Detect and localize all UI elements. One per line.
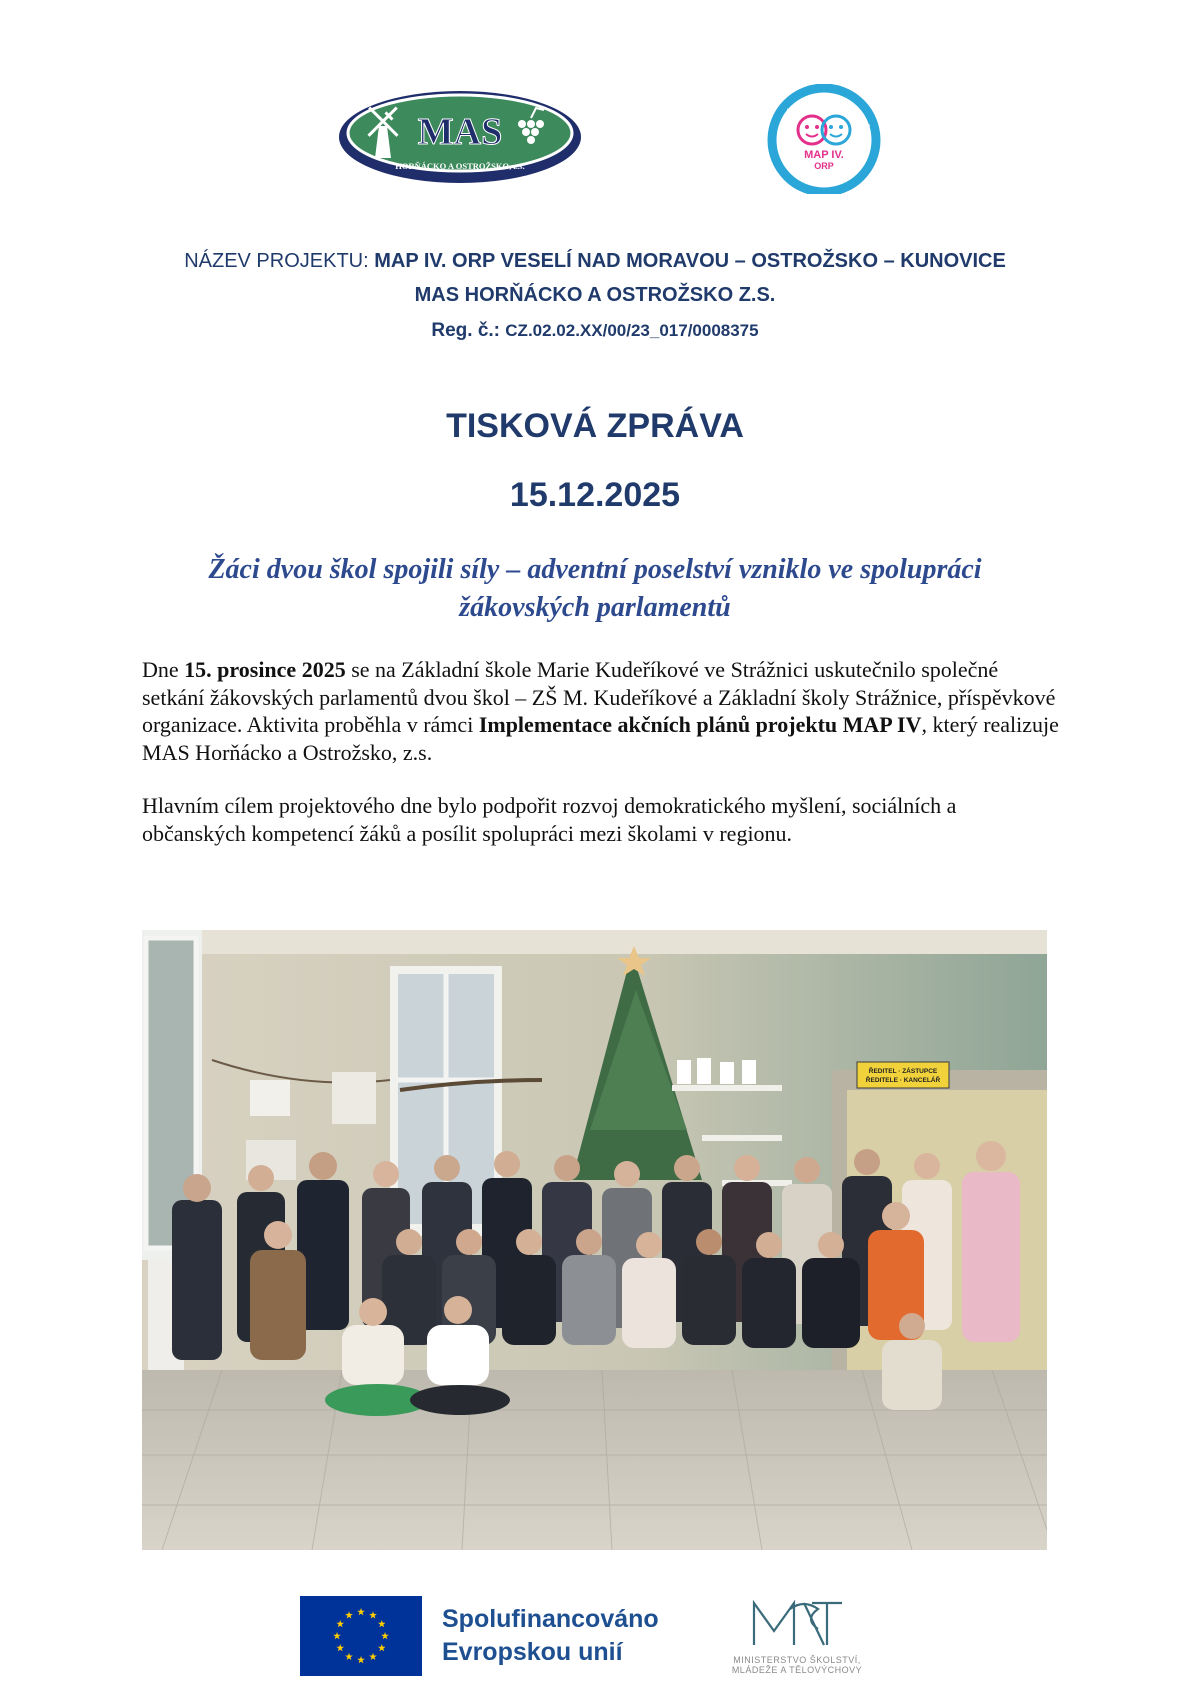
map-logo-line1: MAP IV. xyxy=(804,149,844,161)
headline-line1: Žáci dvou škol spojili síly – adventní poselství vzniklo ve spolupráci xyxy=(208,554,982,585)
map-ring-text: VESELÍ NAD MORAVOU · OSTROŽSKO · KUNOVICE xyxy=(777,92,872,183)
project-label: NÁZEV PROJEKTU: xyxy=(184,250,375,272)
office-sign xyxy=(857,1062,949,1088)
msmt-monogram-icon xyxy=(754,1603,842,1645)
map-logo-line2: ORP xyxy=(814,161,834,171)
headline xyxy=(150,551,1040,627)
eu-text-line2: Evropskou unií xyxy=(442,1638,623,1666)
map-logo xyxy=(760,84,888,194)
office-sign-line2: ŘEDITELE · KANCELÁŘ xyxy=(865,1077,941,1084)
project-organization: MAS HORŇÁCKO A OSTROŽSKO Z.S. xyxy=(414,284,776,306)
mas-logo-subtext: HORŇÁCKO A OSTROŽSKO, z.s. xyxy=(395,161,525,171)
p1-bold-project: Implementace akčních plánů projektu MAP IV xyxy=(478,712,922,737)
p1-text-3: , který realizuje MAS Horňácko a Ostrožsko, z.s. xyxy=(142,712,1059,765)
eu-text-line1: Spolufinancováno xyxy=(442,1605,659,1633)
office-sign-line1: ŘEDITEL · ZÁSTUPCE xyxy=(868,1068,938,1075)
eu-flag-icon xyxy=(300,1596,422,1676)
group-photo-illustration xyxy=(142,930,1047,1550)
group-photo xyxy=(142,930,1047,1550)
reg-label: Reg. č.: xyxy=(431,320,506,341)
headline-line2: žákovských parlamentů xyxy=(459,592,731,623)
project-name: MAP IV. ORP VESELÍ NAD MORAVOU – OSTROŽSKO – KUNOVICE xyxy=(374,250,1006,272)
msmt-line2: MLÁDEŽE A TĚLOVÝCHOVY xyxy=(731,1665,863,1675)
press-release-title: TISKOVÁ ZPRÁVA xyxy=(446,407,744,445)
p1-text-2: se na Základní škole Marie Kudeříkové ve Strážnici uskutečnilo společné setkání žákovských parlamentů dvou škol – ZŠ M. Kudeříkové a Základní školy Strážnice, příspěvkové organizace. Aktivita proběhla v rámci xyxy=(142,657,1056,737)
reg-number: CZ.02.02.XX/00/23_017/0008375 xyxy=(505,321,759,340)
press-release-date: 15.12.2025 xyxy=(509,476,681,514)
eu-cofunded-text xyxy=(442,1603,659,1669)
msmt-line1: MINISTERSTVO ŠKOLSTVÍ, xyxy=(733,1655,861,1665)
p1-text-1: Dne xyxy=(142,657,185,682)
msmt-caption xyxy=(712,1655,882,1675)
registration-line xyxy=(0,320,1190,342)
body-paragraph-2: Hlavním cílem projektového dne bylo podpořit rozvoj demokratického myšlení, sociálních a občanských kompetencí žáků a posílit spolupráci mezi školami v regionu. xyxy=(142,793,957,846)
project-name-line xyxy=(0,250,1190,273)
mas-logo-text: MAS xyxy=(417,111,503,153)
p1-bold-date: 15. prosince 2025 xyxy=(184,657,346,682)
mas-logo xyxy=(336,88,584,186)
body-paragraph-1 xyxy=(142,656,1062,766)
